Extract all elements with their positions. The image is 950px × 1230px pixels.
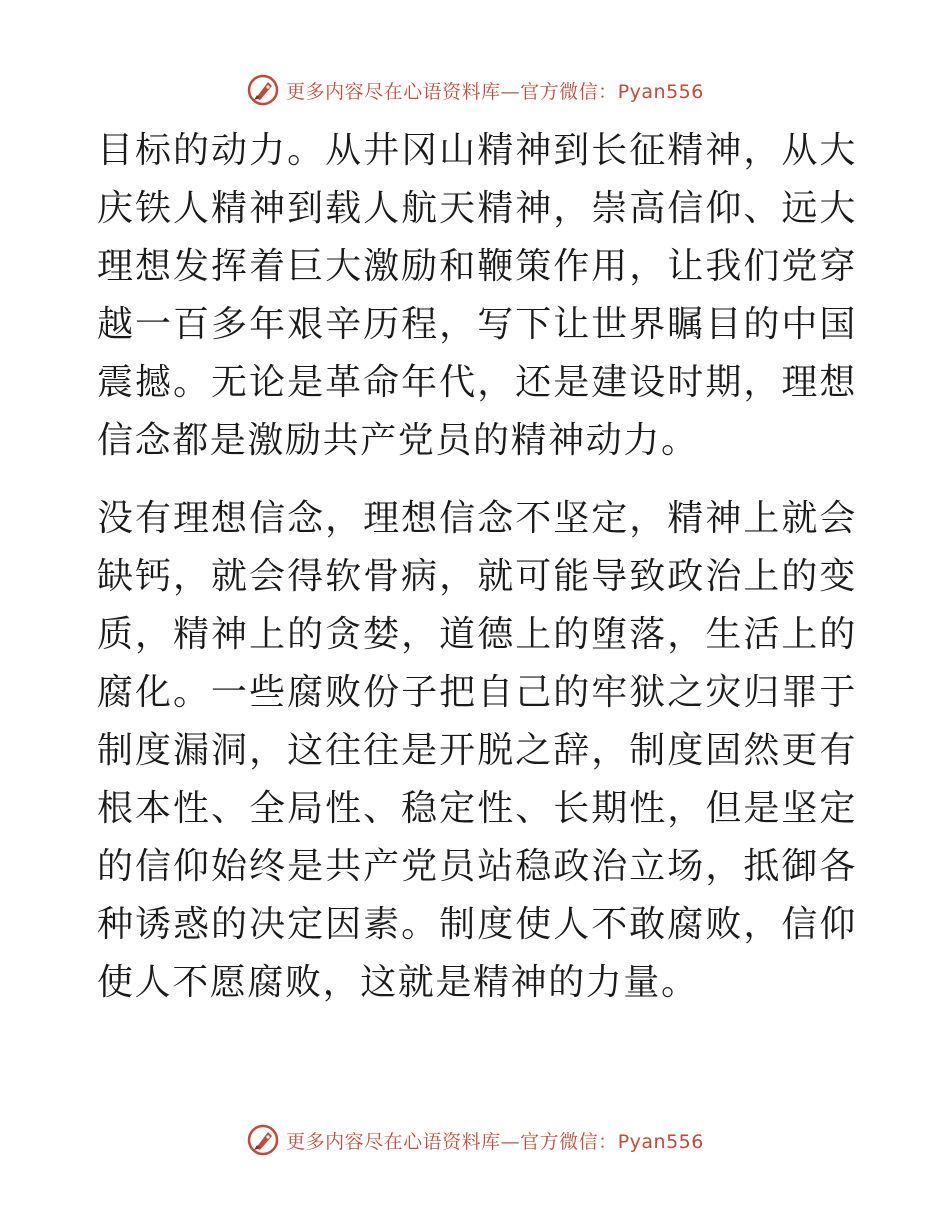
watermark-official: 官方微信： <box>520 1130 618 1153</box>
header-watermark <box>0 70 950 110</box>
watermark-prefix: 更多内容尽在心语资料库 <box>286 80 501 103</box>
paragraph-1: 目标的动力。从井冈山精神到长征精神，从大庆铁人精神到载人航天精神，崇高信仰、远大理想发挥着巨大激励和鞭策作用，让我们党穿越一百多年艰辛历程，写下让世界瞩目的中国震撼。无论是革命年代，还是建设时期，理想信念都是激励共产党员的精神动力。 <box>97 130 857 461</box>
watermark-text <box>286 77 704 104</box>
watermark-prefix: 更多内容尽在心语资料库 <box>286 1130 501 1153</box>
watermark-official: 官方微信： <box>520 80 618 103</box>
watermark-text <box>286 1127 704 1154</box>
document-body <box>97 122 857 1012</box>
pen-nib-logo-icon <box>246 73 280 107</box>
watermark-account: Pyan556 <box>617 80 704 103</box>
paragraph-2: 没有理想信念，理想信念不坚定，精神上就会缺钙，就会得软骨病，就可能导致政治上的变质，精神上的贪婪，道德上的堕落，生活上的腐化。一些腐败份子把自己的牢狱之灾归罪于制度漏洞，这往往是开脱之辞，制度固然更有根本性、全局性、稳定性、长期性，但是坚定的信仰始终是共产党员站稳政治立场，抵御各种诱惑的决定因素。制度使人不敢腐败，信仰使人不愿腐败，这就是精神的力量。 <box>97 498 857 1003</box>
watermark-dash: — <box>500 80 521 103</box>
watermark-account: Pyan556 <box>617 1130 704 1153</box>
footer-watermark <box>0 1120 950 1160</box>
pen-nib-logo-icon <box>246 1123 280 1157</box>
watermark-dash: — <box>500 1130 521 1153</box>
